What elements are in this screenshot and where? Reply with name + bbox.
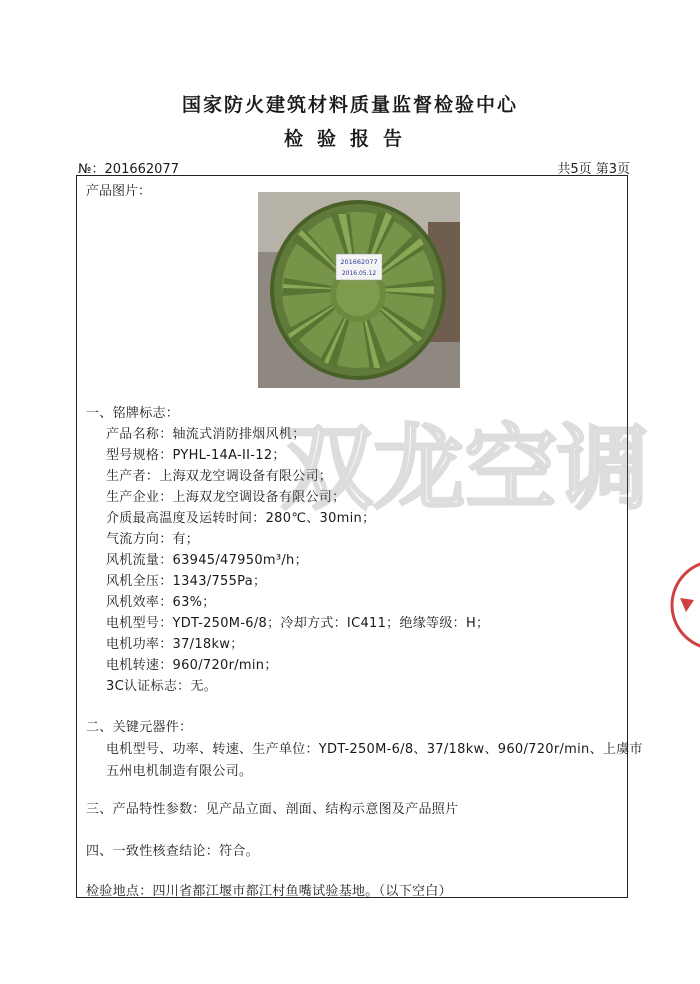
nameplate-item: 生产者：上海双龙空调设备有限公司；	[106, 469, 333, 484]
photo-tag-date: 2016.05.12	[341, 270, 377, 277]
nameplate-item: 产品名称：轴流式消防排烟风机；	[106, 427, 306, 442]
axial-fan-image	[258, 192, 460, 388]
nameplate-item: 介质最高温度及运转时间：280℃、30min；	[106, 511, 376, 526]
nameplate-item: 电机转速：960/720r/min；	[106, 658, 278, 673]
section1-heading: 一、铭牌标志：	[86, 406, 180, 421]
photo-label: 产品图片：	[86, 184, 152, 199]
organization-title: 国家防火建筑材料质量监督检验中心	[181, 94, 518, 116]
nameplate-item: 风机流量：63945/47950m³/h；	[106, 553, 308, 568]
section3-text: 三、产品特性参数：见产品立面、剖面、结构示意图及产品照片	[86, 802, 459, 817]
product-photo	[258, 192, 460, 388]
section2-text-line2: 五州电机制造有限公司。	[106, 764, 253, 779]
nameplate-item: 气流方向：有；	[106, 532, 200, 547]
page-info: 共5页 第3页	[557, 162, 630, 177]
section4-text: 四、一致性核查结论：符合。	[86, 844, 259, 859]
nameplate-item: 3C认证标志：无。	[106, 679, 218, 694]
nameplate-item: 生产企业：上海双龙空调设备有限公司；	[106, 490, 346, 505]
stamp-edge	[670, 540, 700, 670]
photo-tag-number: 201662077	[340, 258, 378, 266]
report-number: №：201662077	[78, 162, 179, 177]
section2-text-line1: 电机型号、功率、转速、生产单位：YDT-250M-6/8、37/18kw、960/720r/min、上虞市	[106, 742, 643, 757]
nameplate-item: 型号规格：PYHL-14A-II-12；	[106, 448, 286, 463]
nameplate-item: 风机全压：1343/755Pa；	[106, 574, 267, 589]
watermark-text: 双龙空调	[280, 415, 650, 522]
nameplate-item: 电机功率：37/18kw；	[106, 637, 244, 652]
inspection-location: 检验地点：四川省都江堰市都江村鱼嘴试验基地。（以下空白）	[86, 884, 452, 899]
report-title: 检验报告	[283, 128, 416, 150]
nameplate-item: 电机型号：YDT-250M-6/8；冷却方式：IC411；绝缘等级：H；	[106, 616, 490, 631]
section2-heading: 二、关键元器件：	[86, 720, 193, 735]
nameplate-item: 风机效率：63%；	[106, 595, 216, 610]
